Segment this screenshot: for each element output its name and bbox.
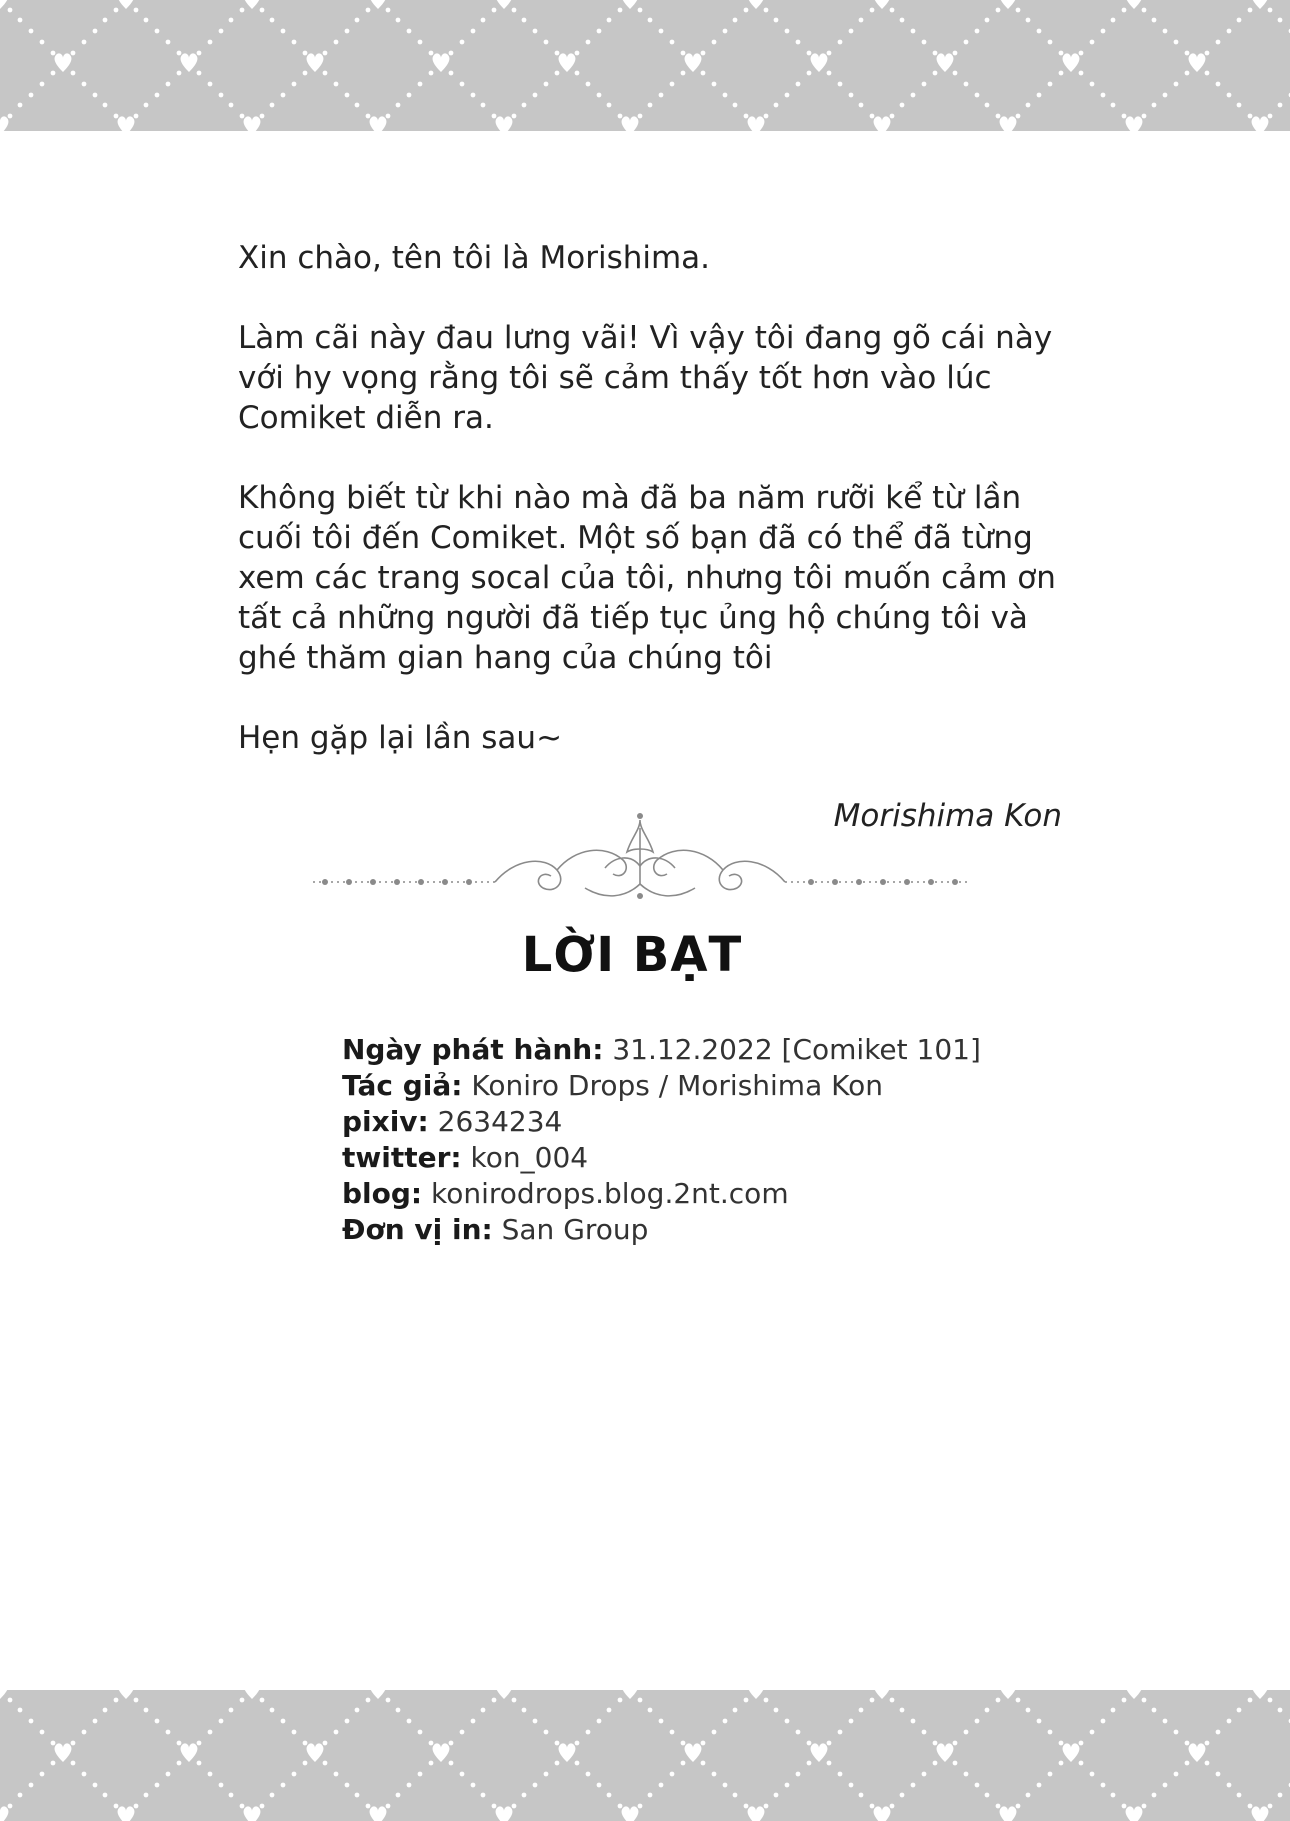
letter-paragraph: Hẹn gặp lại lần sau~ [238,720,563,756]
colophon-credits [342,1032,1042,1248]
credit-label: Ngày phát hành: [342,1033,604,1066]
credit-release-date [342,1032,1042,1068]
credit-printer [342,1212,1042,1248]
credit-label: blog: [342,1177,423,1210]
credit-value: 31.12.2022 [Comiket 101] [612,1033,981,1066]
filigree-divider-ornament [305,808,975,904]
credit-value: kon_004 [470,1141,589,1174]
credit-label: Đơn vị in: [342,1213,493,1246]
credit-twitter [342,1140,1042,1176]
afterword-heading: LỜI BẠT [521,927,743,983]
bottom-heart-pattern-band [0,1690,1290,1821]
author-letter [238,238,1068,798]
credit-value: San Group [501,1213,649,1246]
credit-label: twitter: [342,1141,462,1174]
credit-label: Tác giả: [342,1069,463,1102]
letter-paragraph: Xin chào, tên tôi là Morishima. [238,240,711,276]
heart-lattice-pattern [0,1690,1290,1821]
credit-blog [342,1176,1042,1212]
letter-paragraph: Làm cãi này đau lưng vãi! Vì vậy tôi đang gõ cái này với hy vọng rằng tôi sẽ cảm thấy tốt hơn vào lúc Comiket diễn ra. [238,320,1053,436]
top-heart-pattern-band [0,0,1290,131]
author-signature: Morishima Kon [833,798,1062,834]
credit-value: 2634234 [437,1105,563,1138]
credit-value: Koniro Drops / Morishima Kon [471,1069,883,1102]
credit-value: konirodrops.blog.2nt.com [431,1177,789,1210]
letter-paragraph: Không biết từ khi nào mà đã ba năm rưỡi kể từ lần cuối tôi đến Comiket. Một số bạn đã có thể đã từng xem các trang socal của tôi, nhưng tôi muốn cảm ơn tất cả những người đã tiếp tục ủng hộ chúng tôi và ghé thăm gian hang của chúng tôi [238,480,1056,676]
heart-lattice-pattern [0,0,1290,131]
credit-label: pixiv: [342,1105,429,1138]
credit-pixiv [342,1104,1042,1140]
credit-author [342,1068,1042,1104]
